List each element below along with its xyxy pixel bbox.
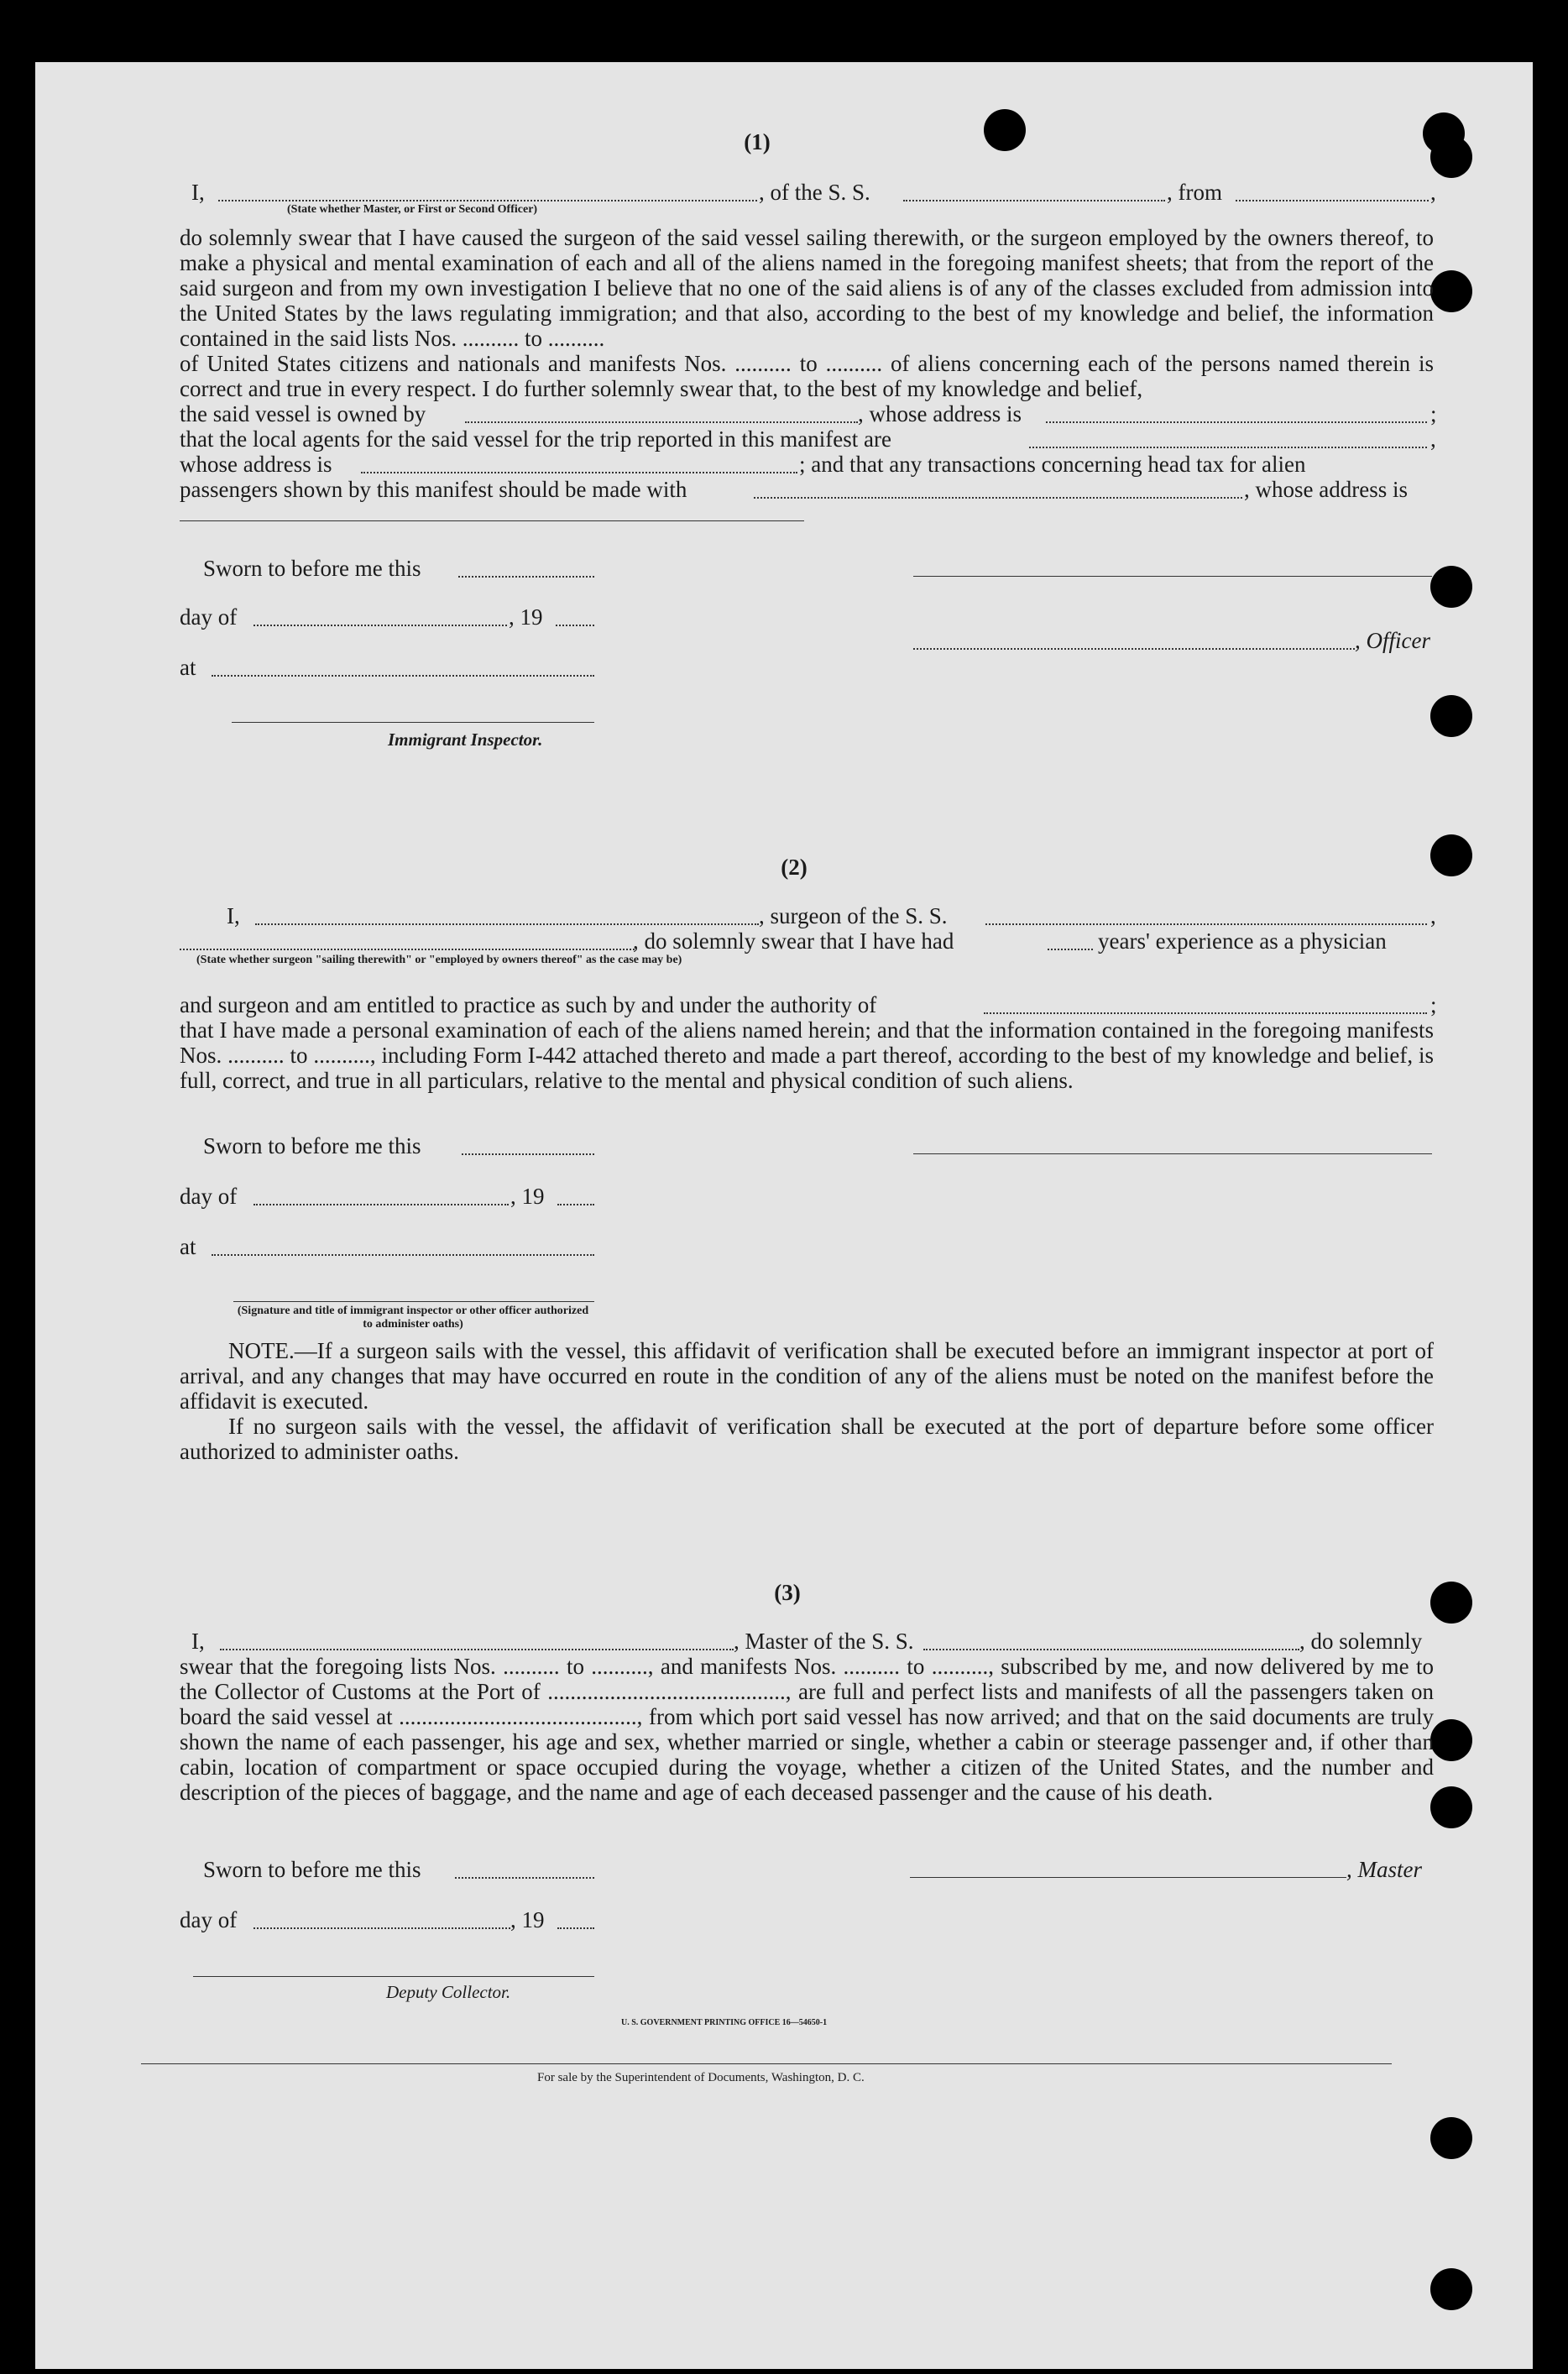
s1-headtax-text: ; and that any transactions concerning head tax for alien — [799, 452, 1306, 477]
s2-day-field[interactable] — [253, 1204, 509, 1205]
s1-address-line[interactable] — [180, 520, 804, 521]
s2-surgeon-name-field[interactable] — [255, 923, 759, 925]
s1-year-field[interactable] — [556, 625, 594, 626]
s3-year-field[interactable] — [557, 1927, 594, 1929]
s3-deputy-label: Deputy Collector. — [386, 1982, 511, 2002]
s2-line2-swear: , do solemnly swear that I have had — [633, 928, 954, 954]
s2-years-field[interactable] — [1048, 949, 1093, 950]
s1-owned-label: the said vessel is owned by — [180, 401, 426, 426]
punch-hole-11 — [1430, 2117, 1472, 2159]
s1-oath-text-2: of United States citizens and nationals and manifests Nos. .......... to .......... of aliens concerning each of the persons named therein is correct and true in every respect. I do further solemnly swear that, to the best of my knowledge and belief, — [180, 351, 1434, 401]
s1-officer-signature-line[interactable] — [913, 576, 1432, 577]
s2-oath-paragraph — [180, 1017, 1434, 1093]
s1-agents-address-line[interactable] — [361, 472, 797, 473]
s2-authority-label: and surgeon and am entitled to practice as such by and under the authority of — [180, 992, 877, 1017]
s1-line1-ss: , of the S. S. — [759, 180, 870, 205]
s3-sworn-label: Sworn to before me this — [203, 1857, 421, 1882]
s2-at-label: at — [180, 1234, 196, 1259]
punch-hole-7 — [1430, 834, 1472, 876]
s2-year-field[interactable] — [557, 1204, 594, 1205]
s2-note-1: NOTE.—If a surgeon sails with the vessel, this affidavit of verification shall be executed before an immigrant inspector at port of arrival, and any changes that may have occurred en route in the condition of any of the aliens must be noted on the manifest before the affidavit is executed. — [180, 1338, 1434, 1414]
s3-day-label: day of — [180, 1907, 238, 1932]
s2-ship-field[interactable] — [985, 923, 1427, 925]
s2-line2-years: years' experience as a physician — [1098, 928, 1387, 954]
s2-day-label: day of — [180, 1184, 238, 1209]
s3-collector-signature-line[interactable] — [193, 1976, 594, 1977]
s1-day-label: day of — [180, 604, 238, 630]
s3-oath-paragraph — [180, 1654, 1434, 1805]
s1-oath-text: do solemnly swear that I have caused the surgeon of the said vessel sailing therewith, or the surgeon employed by the owners thereof, to make a physical and mental examination of each and all of the aliens named in the foregoing manifest sheets; that from the report of the said surgeon and from my own investigation I believe that no one of the said aliens is of any of the classes excluded from admission into the United States by the laws regulating immigration; and that also, according to the best of my knowledge and belief, the information contained in the said lists Nos. .......... to .......... — [180, 225, 1434, 351]
s1-officer-label: , Officer — [1355, 628, 1430, 653]
s2-line1-i: I, — [227, 903, 240, 928]
s2-note-paragraph — [180, 1338, 1434, 1464]
s1-owned-semicolon: ; — [1430, 401, 1437, 426]
s2-sworn-field[interactable] — [462, 1153, 594, 1155]
s1-passengers-address: , whose address is — [1244, 477, 1408, 502]
s2-signature-note — [237, 1305, 589, 1331]
s1-at-field[interactable] — [212, 675, 594, 677]
s3-day-field[interactable] — [253, 1927, 510, 1929]
s2-authority-field[interactable] — [984, 1012, 1427, 1014]
s1-officer-name-field[interactable] — [913, 648, 1355, 650]
s2-signature-note-text: (Signature and title of immigrant inspector or other officer authorized to administer oaths) — [237, 1305, 589, 1331]
s2-sworn-label: Sworn to before me this — [203, 1133, 421, 1158]
punch-hole-12 — [1430, 2268, 1472, 2310]
s2-inspector-signature-line[interactable] — [233, 1301, 594, 1302]
s1-whose-label: whose address is — [180, 452, 332, 477]
s3-sworn-field[interactable] — [455, 1877, 594, 1879]
footer-rule — [141, 2063, 1392, 2064]
s3-ship-field[interactable] — [923, 1649, 1299, 1650]
s1-oath-paragraph — [180, 225, 1434, 401]
s3-line1-solemnly: , do solemnly — [1299, 1629, 1423, 1654]
punch-hole-3 — [1430, 136, 1472, 178]
s1-owner-address-field[interactable] — [1046, 421, 1427, 423]
gpo-imprint: U. S. GOVERNMENT PRINTING OFFICE 16—54650-1 — [621, 2018, 828, 2027]
s2-line1-comma: , — [1430, 903, 1436, 928]
punch-hole-10 — [1430, 1786, 1472, 1828]
s1-agents-field[interactable] — [1029, 447, 1427, 448]
s1-sworn-label: Sworn to before me this — [203, 556, 421, 581]
s1-agents-label: that the local agents for the said vessel for the trip reported in this manifest are — [180, 426, 891, 452]
s1-owner-address-label: , whose address is — [858, 401, 1022, 426]
s2-surgeon-note: (State whether surgeon "sailing therewith" or "employed by owners thereof" as the case may be) — [196, 954, 682, 966]
s1-year-label: , 19 — [509, 604, 543, 630]
s1-from-field[interactable] — [1236, 200, 1429, 201]
section-3-heading: (3) — [774, 1580, 801, 1605]
s1-headtax-field[interactable] — [754, 497, 1242, 499]
punch-hole-6 — [1430, 695, 1472, 737]
s3-oath-text: swear that the foregoing lists Nos. .......... to .........., and manifests Nos. .......... to .........., subscribed by me, and now delivered by me to the Collector of Customs at the Port of .........................................., are full and perfect lists and manifests of all the passengers taken on board the said vessel at .........................................., from which port said vessel has now arrived; and that on the said documents are truly shown the name of each passenger, his age and sex, whether married or single, whether a cabin or steerage passenger and, if other than cabin, location of compartment or space occupied during the voyage, whether a citizen of the United States, and the number and description of the pieces of baggage, and the name and age of each deceased passenger and the cause of his death. — [180, 1654, 1434, 1805]
s2-authority-semicolon: ; — [1430, 992, 1437, 1017]
s2-surgeon-signature-line[interactable] — [913, 1153, 1432, 1154]
s1-line1-from: , from — [1167, 180, 1222, 205]
punch-hole-4 — [1430, 270, 1472, 312]
s1-passengers-label: passengers shown by this manifest should be made with — [180, 477, 687, 502]
punch-hole-8 — [1430, 1582, 1472, 1624]
s1-at-label: at — [180, 655, 196, 680]
s1-ship-field[interactable] — [903, 200, 1165, 201]
s3-master-name-field[interactable] — [220, 1649, 734, 1650]
s2-line1-surgeon: , surgeon of the S. S. — [759, 903, 948, 928]
s1-sworn-field[interactable] — [458, 576, 594, 578]
s1-inspector-signature-line[interactable] — [232, 722, 594, 723]
s1-line1-comma: , — [1430, 180, 1436, 205]
s1-agents-comma: , — [1430, 426, 1436, 452]
s1-day-field[interactable] — [253, 625, 507, 626]
s2-status-field[interactable] — [180, 949, 635, 950]
s2-at-field[interactable] — [212, 1254, 594, 1256]
punch-hole-9 — [1430, 1719, 1472, 1761]
form-page — [35, 62, 1533, 2369]
s2-note-2: If no surgeon sails with the vessel, the affidavit of verification shall be executed at the port of departure before some officer authorized to administer oaths. — [180, 1414, 1434, 1464]
s3-master-label: , Master — [1346, 1857, 1422, 1882]
s1-inspector-label: Immigrant Inspector. — [388, 729, 543, 750]
s3-line1-master: , Master of the S. S. — [734, 1629, 914, 1654]
s1-officer-field[interactable] — [218, 200, 757, 201]
s2-year-label: , 19 — [510, 1184, 545, 1209]
s1-officer-note: (State whether Master, or First or Second Officer) — [287, 203, 538, 216]
s3-line1-i: I, — [191, 1629, 205, 1654]
s3-master-signature-line[interactable] — [910, 1877, 1346, 1878]
s1-owner-field[interactable] — [465, 421, 858, 423]
s1-line1-i: I, — [191, 180, 205, 205]
section-1-heading: (1) — [744, 129, 771, 154]
section-2-heading: (2) — [781, 855, 808, 880]
punch-hole-1 — [984, 109, 1026, 151]
s2-oath-text: that I have made a personal examination of each of the aliens named herein; and that the information contained in the foregoing manifests Nos. .......... to .........., including Form I-442 attached thereto and made a part thereof, according to the best of my knowledge and belief, is full, correct, and true in all particulars, relative to the mental and physical condition of such aliens. — [180, 1017, 1434, 1093]
s3-year-label: , 19 — [510, 1907, 545, 1932]
punch-hole-5 — [1430, 566, 1472, 608]
sale-note: For sale by the Superintendent of Documents, Washington, D. C. — [537, 2071, 865, 2084]
